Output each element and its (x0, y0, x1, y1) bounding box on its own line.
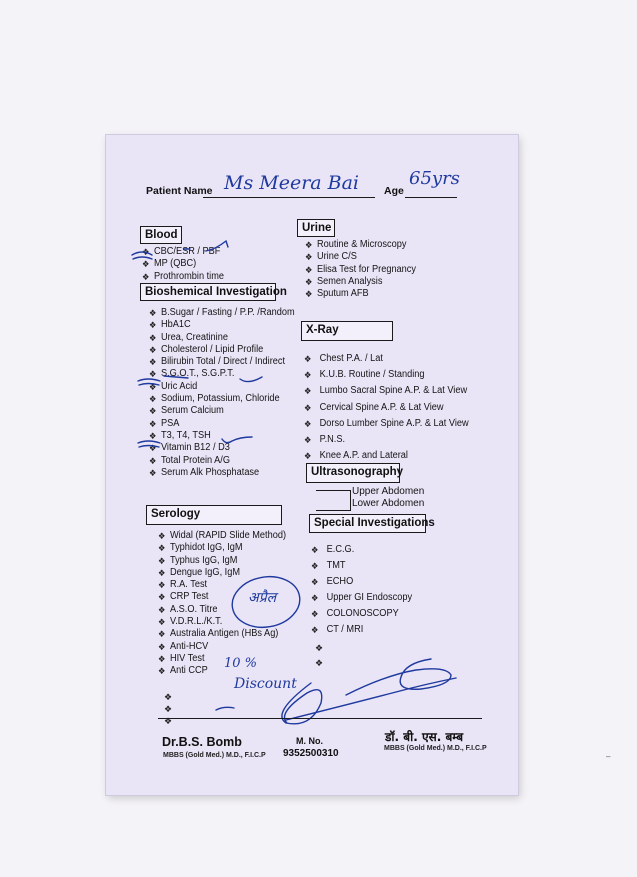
special-investigations-heading: Special Investigations (309, 514, 426, 533)
list-item: ❖ A.S.O. Titre (158, 603, 218, 615)
bullet-icon: ❖ (149, 320, 157, 331)
tick-mark (240, 377, 262, 382)
empty-bullet-icon: ❖ (315, 658, 324, 668)
urine-heading: Urine (297, 219, 335, 237)
list-item: ❖ Anti CCP (158, 665, 208, 677)
serology-heading: Serology (146, 505, 282, 525)
list-item: ❖ Serum Calcium (149, 405, 224, 417)
bullet-icon: ❖ (149, 369, 157, 380)
bullet-icon: ❖ (311, 609, 319, 619)
bullet-icon: ❖ (311, 561, 319, 571)
list-item: ❖ Routine & Microscopy (305, 239, 407, 250)
bullet-icon: ❖ (158, 592, 166, 603)
empty-bullet-icon: ❖ (164, 692, 173, 702)
list-item: ❖ T3, T4, TSH (149, 429, 211, 441)
bullet-icon: ❖ (311, 593, 319, 603)
list-item: ❖ V.D.R.L./K.T. (158, 616, 223, 628)
strike-mark (164, 376, 188, 378)
list-item: ❖ Uric Acid (149, 380, 198, 392)
upper-abdomen-label: Upper Abdomen (352, 486, 425, 497)
list-item: ❖ Lumbo Sacral Spine A.P. & Lat View (304, 383, 469, 399)
bullet-icon: ❖ (158, 580, 166, 591)
bullet-icon: ❖ (158, 543, 166, 554)
list-item: ❖ PSA (149, 417, 180, 429)
ink-mark (132, 252, 152, 259)
bullet-icon: ❖ (142, 271, 150, 282)
bullet-icon: ❖ (311, 545, 319, 555)
list-item: ❖ Dorso Lumber Spine A.P. & Lat View (304, 416, 469, 432)
bullet-icon: ❖ (304, 354, 312, 364)
list-item: ❖ Elisa Test for Pregnancy (305, 263, 417, 275)
bullet-icon: ❖ (149, 381, 157, 392)
bullet-icon: ❖ (304, 451, 312, 462)
bullet-icon: ❖ (158, 617, 166, 628)
list-item: ❖ ECHO (311, 574, 412, 590)
list-item: ❖ Anti-HCV (158, 640, 209, 652)
bullet-icon: ❖ (305, 264, 313, 275)
bullet-icon: ❖ (305, 276, 313, 287)
bullet-icon: ❖ (158, 653, 166, 664)
bullet-icon: ❖ (304, 435, 312, 446)
bullet-icon: ❖ (305, 240, 313, 250)
bullet-icon: ❖ (149, 418, 157, 429)
list-item: ❖ MP (QBC) (142, 258, 197, 270)
xray-heading: X-Ray (301, 321, 393, 341)
list-item: ❖ R.A. Test (158, 579, 208, 591)
list-item: ❖ COLONOSCOPY (311, 606, 412, 622)
biochemical-heading: Bioshemical Investigation (140, 283, 276, 301)
bullet-icon: ❖ (149, 430, 157, 441)
list-item: ❖ Upper GI Endoscopy (311, 590, 412, 606)
tick-mark (222, 437, 252, 443)
bullet-icon: ❖ (158, 567, 166, 578)
list-item: ❖ Vitamin B12 / D3 (149, 442, 230, 454)
list-item: ❖ Total Protein A/G (149, 454, 231, 466)
list-item: ❖ Knee A.P. and Lateral (304, 448, 469, 464)
doctor-degree: MBBS (Gold Med.) M.D., F.I.C.P (163, 752, 266, 759)
empty-bullet-icon: ❖ (164, 704, 173, 714)
bullet-icon: ❖ (304, 386, 312, 397)
bullet-icon: ❖ (311, 625, 319, 635)
bullet-icon: ❖ (142, 247, 150, 257)
ink-mark (216, 707, 234, 710)
list-item: ❖ P.N.S. (304, 432, 469, 448)
handwritten-discount-percent: 10 % (224, 656, 258, 671)
handwritten-age: 65yrs (409, 168, 460, 189)
list-item: ❖ HIV Test (158, 652, 205, 664)
list-item: ❖ S.G.O.T., S.G.P.T. (149, 368, 235, 380)
list-item: ❖ Prothrombin time (142, 270, 225, 282)
bullet-icon: ❖ (158, 531, 166, 541)
bullet-icon: ❖ (149, 344, 157, 355)
list-item: ❖ Cervical Spine A.P. & Lat View (304, 400, 469, 416)
list-item: ❖ B.Sugar / Fasting / P.P. /Random (149, 307, 295, 318)
bullet-icon: ❖ (304, 370, 312, 381)
bullet-icon: ❖ (149, 467, 157, 478)
scan-speck: – (606, 752, 611, 761)
bullet-icon: ❖ (304, 402, 312, 413)
list-item: ❖ K.U.B. Routine / Standing (304, 367, 469, 383)
list-item: ❖ Urine C/S (305, 251, 357, 263)
bullet-icon: ❖ (149, 332, 157, 343)
list-item: ❖ Typhus IgG, IgM (158, 554, 238, 566)
list-item: ❖ TMT (311, 558, 412, 574)
list-item: ❖ CRP Test (158, 591, 209, 603)
bullet-icon: ❖ (158, 604, 166, 615)
handwritten-patient-name: Ms Meera Bai (224, 172, 360, 194)
list-item: ❖ Sputum AFB (305, 288, 369, 300)
empty-bullet-icon: ❖ (164, 716, 173, 726)
bullet-icon: ❖ (142, 259, 150, 270)
list-item: ❖ CBC/ESR / PBF (142, 246, 221, 257)
list-item: ❖ Serum Alk Phosphatase (149, 466, 260, 478)
list-item: ❖ Dengue IgG, IgM (158, 566, 241, 578)
handwriting-overlay (106, 135, 518, 795)
bullet-icon: ❖ (149, 406, 157, 417)
bullet-icon: ❖ (149, 443, 157, 454)
age-label: Age (384, 185, 404, 197)
list-item: ❖ Typhidot IgG, IgM (158, 542, 243, 554)
patient-name-label: Patient Name (146, 185, 213, 197)
ink-mark (138, 441, 160, 447)
bullet-icon: ❖ (158, 555, 166, 566)
bullet-icon: ❖ (158, 629, 166, 640)
handwritten-discount-word: Discount (234, 676, 297, 692)
list-item: ❖ Urea, Creatinine (149, 331, 228, 343)
lower-abdomen-label: Lower Abdomen (352, 498, 425, 509)
mobile-number: 9352500310 (283, 748, 339, 759)
list-item: ❖ HbA1C (149, 319, 191, 331)
bullet-icon: ❖ (304, 418, 312, 429)
list-item: ❖ Bilirubin Total / Direct / Indirect (149, 356, 286, 368)
tick-mark (184, 241, 228, 251)
list-item: ❖ E.C.G. (311, 542, 412, 558)
bullet-icon: ❖ (305, 289, 313, 300)
prescription-form (106, 135, 518, 795)
bullet-icon: ❖ (149, 394, 157, 405)
ultrasonography-heading: Ultrasonography (306, 463, 400, 483)
bullet-icon: ❖ (149, 357, 157, 368)
list-item: ❖ Chest P.A. / Lat (304, 351, 469, 367)
ink-mark (138, 379, 160, 385)
bullet-icon: ❖ (305, 252, 313, 263)
bullet-icon: ❖ (158, 666, 166, 677)
bullet-icon: ❖ (311, 577, 319, 587)
footer-rule (158, 718, 482, 719)
doctor-name: Dr.B.S. Bomb (162, 735, 242, 749)
list-item: ❖ Australia Antigen (HBs Ag) (158, 628, 279, 640)
bullet-icon: ❖ (158, 641, 166, 652)
bullet-icon: ❖ (149, 308, 157, 318)
list-item: ❖ Sodium, Potassium, Chloride (149, 393, 280, 405)
empty-bullet-icon: ❖ (315, 643, 324, 653)
doctor-degree-right: MBBS (Gold Med.) M.D., F.I.C.P (384, 745, 487, 752)
handwritten-stamp-text: अप्रैल (248, 590, 277, 606)
signature-mark (346, 659, 451, 695)
bullet-icon: ❖ (149, 455, 157, 466)
doctor-name-hindi: डॉ. बी. एस. बम्ब (385, 730, 464, 744)
list-item: ❖ CT / MRI (311, 622, 412, 638)
list-item: ❖ Semen Analysis (305, 275, 383, 287)
list-item: ❖ Widal (RAPID Slide Method) (158, 530, 287, 541)
list-item: ❖ Cholesterol / Lipid Profile (149, 343, 264, 355)
mobile-label: M. No. (296, 736, 323, 746)
blood-heading: Blood (140, 226, 182, 244)
